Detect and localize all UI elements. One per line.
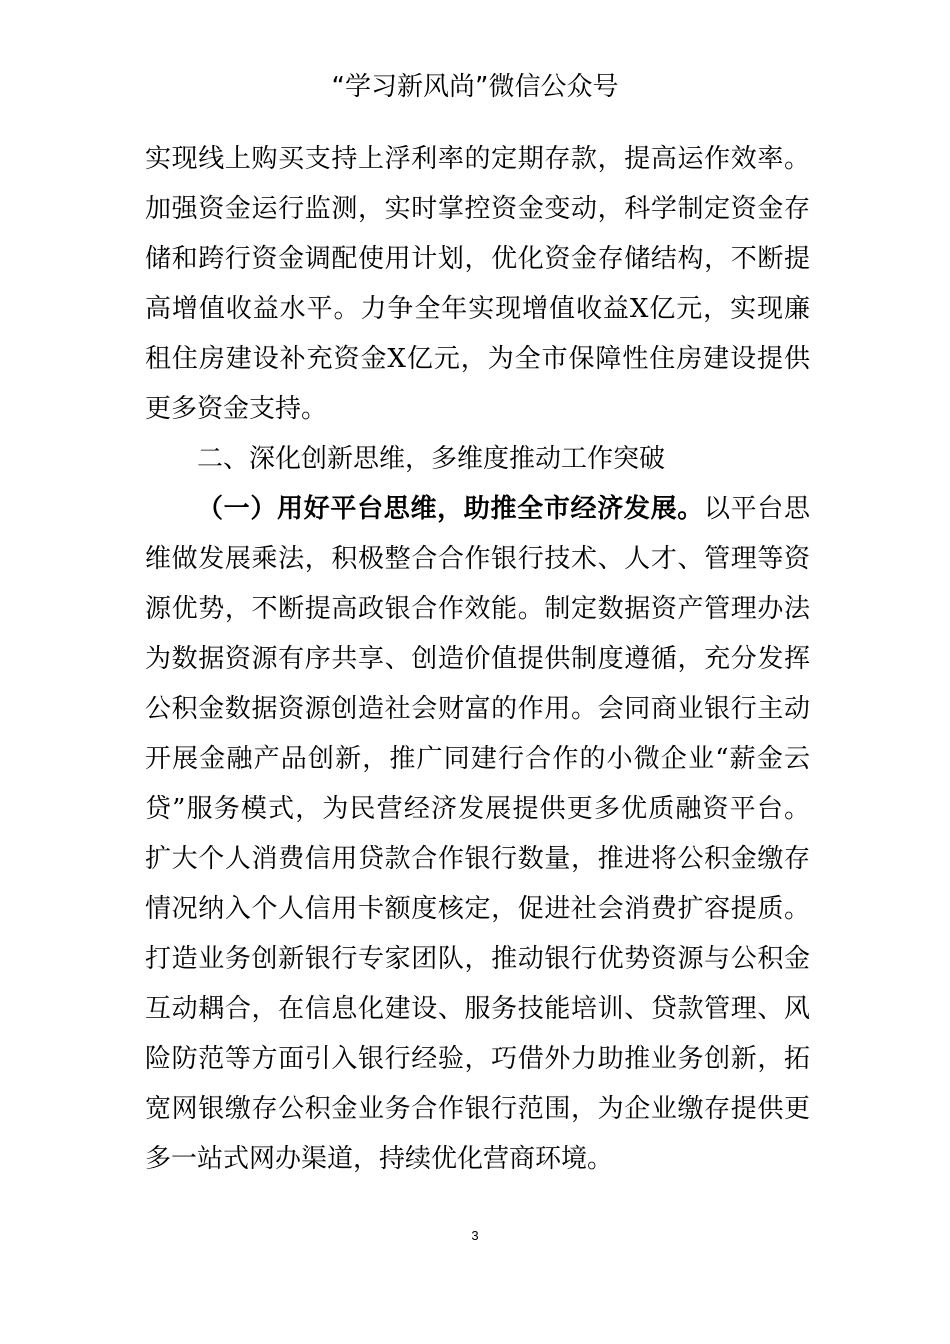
text-line: 开展金融产品创新，推广同建行合作的小微企业“薪金云 <box>145 744 810 774</box>
text-line: 险防范等方面引入银行经验，巧借外力助推业务创新，拓 <box>145 1044 810 1074</box>
text-line: 贷”服务模式，为民营经济发展提供更多优质融资平台。 <box>145 794 810 824</box>
page-header: “学习新风尚”微信公众号 <box>331 72 619 102</box>
text-line: 多一站式网办渠道，持续优化营商环境。 <box>145 1144 614 1174</box>
text-line: 维做发展乘法，积极整合合作银行技术、人才、管理等资 <box>145 544 810 574</box>
subsection-heading: （一）用好平台思维，助推全市经济发展。 <box>197 494 704 524</box>
text-line-lead <box>145 484 810 534</box>
text-line: 租住房建设补充资金X亿元，为全市保障性住房建设提供 <box>145 344 810 374</box>
text-line: 源优势，不断提高政银合作效能。制定数据资产管理办法 <box>145 594 810 624</box>
text-line: 更多资金支持。 <box>145 394 328 424</box>
text-line: 高增值收益水平。力争全年实现增值收益X亿元，实现廉 <box>145 294 810 324</box>
body-text <box>145 134 810 1184</box>
text-line: 储和跨行资金调配使用计划，优化资金存储结构，不断提 <box>145 244 810 274</box>
text-line: 实现线上购买支持上浮利率的定期存款，提高运作效率。 <box>145 144 810 174</box>
text-line: 扩大个人消费信用贷款合作银行数量，推进将公积金缴存 <box>145 844 810 874</box>
paragraph-1 <box>145 134 810 434</box>
text-line: 打造业务创新银行专家团队，推动银行优势资源与公积金 <box>145 944 810 974</box>
text-line: 为数据资源有序共享、创造价值提供制度遵循，充分发挥 <box>145 644 810 674</box>
text-line: 宽网银缴存公积金业务合作银行范围，为企业缴存提供更 <box>145 1094 810 1124</box>
lead-text: 以平台思 <box>703 494 810 524</box>
text-line: 公积金数据资源创造社会财富的作用。会同商业银行主动 <box>145 694 810 724</box>
page-number: 3 <box>471 1228 479 1243</box>
paragraph-2 <box>145 484 810 1184</box>
text-line: 情况纳入个人信用卡额度核定，促进社会消费扩容提质。 <box>145 894 810 924</box>
section-heading: 二、深化创新思维，多维度推动工作突破 <box>197 444 666 474</box>
text-line: 互动耦合，在信息化建设、服务技能培训、贷款管理、风 <box>145 994 810 1024</box>
text-line: 加强资金运行监测，实时掌控资金变动，科学制定资金存 <box>145 194 810 224</box>
